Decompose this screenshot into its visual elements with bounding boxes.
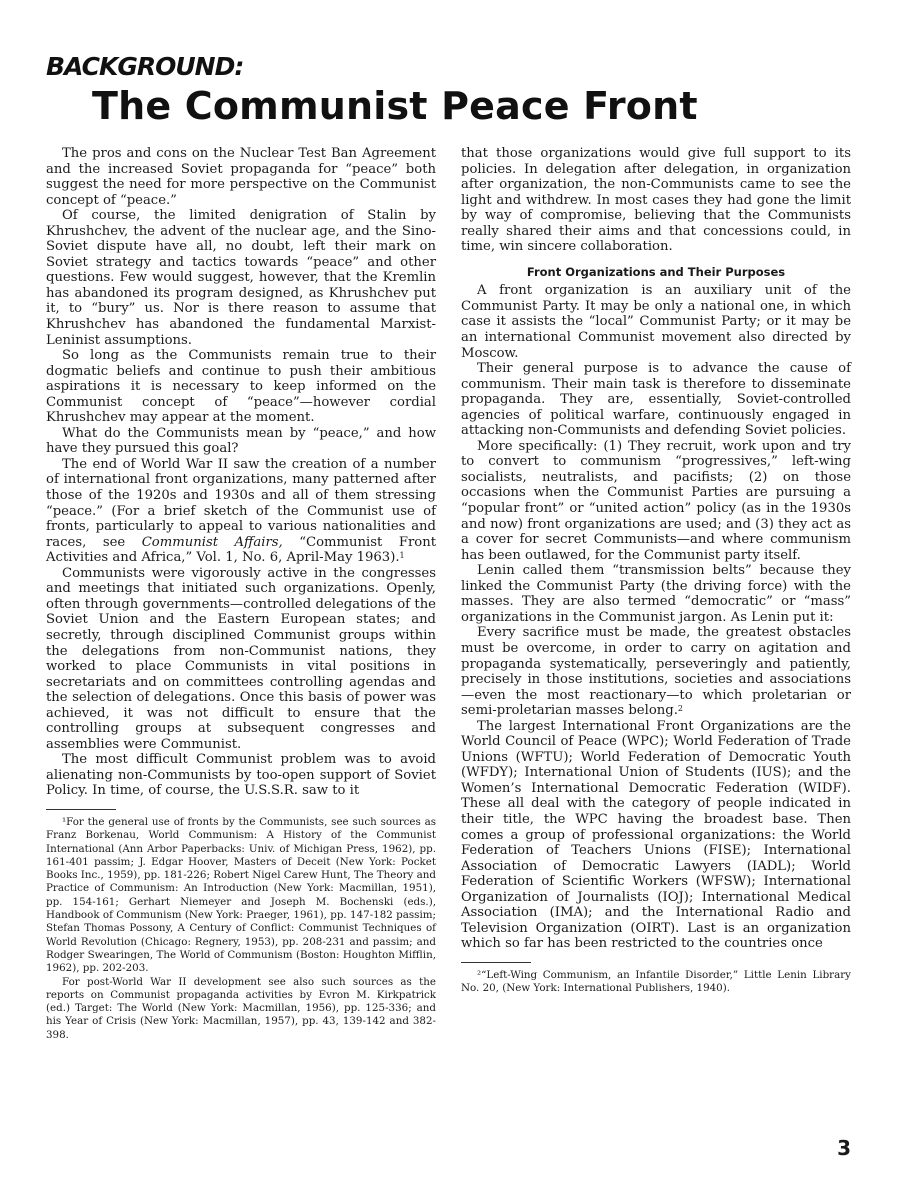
footnote-marker: 2 bbox=[677, 704, 683, 714]
paragraph-with-citation bbox=[46, 457, 436, 566]
paragraph: that those organizations would give full support to its policies. In delegation after delegation, in organization after organization, the non-Communists came to see the light and withdrew. In most cases they had gone the limit by way of compromise, believing that the Communists really shared their aims and that concessions could, in time, win sincere collaboration. bbox=[461, 146, 851, 255]
paragraph: What do the Communists mean by “peace,” and how have they pursued this goal? bbox=[46, 425, 436, 457]
footnote-2: ²“Left-Wing Communism, an Infantile Disorder,” Little Lenin Library No. 20, (New York: International Publishers, 1940). bbox=[461, 968, 851, 995]
paragraph: Their general purpose is to advance the cause of communism. Their main task is therefore to disseminate propaganda. They are, essentially, Soviet-controlled agencies of political warfare, continuously engaged in attacking non-Communists and defending Soviet policies. bbox=[461, 361, 851, 439]
footnote-divider bbox=[461, 962, 531, 963]
paragraph: So long as the Communists remain true to their dogmatic beliefs and continue to push their ambitious aspirations it is necessary to keep informed on the Communist concept of “peace”—however cordial Khrushchev may appear at the moment. bbox=[46, 348, 436, 426]
text: “Communist Front Activities and Africa,” Vol. 1, No. 6, April-May 1963). bbox=[46, 534, 437, 566]
page-number: 3 bbox=[837, 1136, 851, 1160]
paragraph: Lenin called them “transmission belts” because they linked the Communist Party (the driving force) with the masses. They are also termed “democratic” or “mass” organizations in the Communist jargon. As Lenin put it: bbox=[461, 563, 851, 625]
section-kicker: BACKGROUND: bbox=[46, 52, 244, 81]
paragraph: A front organization is an auxiliary unit of the Communist Party. It may be only a national one, in which case it assists the “local” Communist Party; or it may be an international Communist movement also directed by Moscow. bbox=[461, 283, 851, 361]
left-column bbox=[46, 146, 436, 1042]
paragraph: The pros and cons on the Nuclear Test Ban Agreement and the increased Soviet propaganda for “peace” both suggest the need for more perspective on the Communist concept of “peace.” bbox=[46, 146, 436, 208]
block-quote bbox=[461, 625, 851, 718]
paragraph: The largest International Front Organizations are the World Council of Peace (WPC); World Federation of Trade Unions (WFTU); World Federation of Democratic Youth (WFDY); International Union of Students (IUS); and the Women’s International Democratic Federation (WIDF). These all deal with the category of people indicated in their title, the WPC having the broadest base. Then comes a group of professional organizations: the World Federation of Teachers Unions (FISE); International Association of Democratic Lawyers (IADL); World Federation of Scientific Workers (WFSW); International Organization of Journalists (IOJ); International Medical Association (IMA); and the International Radio and Television Organization (OIRT). Last is an organization which so far has been restricted to the countries once bbox=[461, 718, 851, 952]
footnote-marker: 1 bbox=[399, 551, 405, 561]
footnote-1: ¹For the general use of fronts by the Communists, see such sources as Franz Borkenau, World Communism: A History of the Communist International (Ann Arbor Paperbacks: Univ. of Michigan Press, 1962), pp. 161-401 passim; J. Edgar Hoover, Masters of Deceit (New York: Pocket Books Inc., 1959), pp. 181-226; Robert Nigel Carew Hunt, The Theory and Practice of Communism: An Introduction (New York: Macmillan, 1951), pp. 154-161; Gerhart Niemeyer and Joseph M. Bochenski (eds.), Handbook of Communism (New York: Praeger, 1961), pp. 147-182 passim; Stefan Thomas Possony, A Century of Conflict: Communist Techniques of World Revolution (Chicago: Regnery, 1953), pp. 208-231 and passim; and Rodger Swearingen, The World of Communism (Boston: Houghton Mifflin, 1962), pp. 202-203. bbox=[46, 815, 436, 975]
article-title: The Communist Peace Front bbox=[92, 84, 698, 128]
footnote-1-continued: For post-World War II development see also such sources as the reports on Communist propaganda activities by Evron M. Kirkpatrick (ed.) Target: The World (New York: Macmillan, 1956), pp. 125-336; and his Year of Crisis (New York: Macmillan, 1957), pp. 43, 139-142 and 382-398. bbox=[46, 975, 436, 1041]
publication-title: Communist Affairs, bbox=[141, 534, 283, 550]
paragraph: The most difficult Communist problem was to avoid alienating non-Communists by too-open support of Soviet Policy. In time, of course, the U.S.S.R. saw to it bbox=[46, 752, 436, 799]
paragraph: Communists were vigorously active in the congresses and meetings that initiated such organizations. Openly, often through governments—controlled delegations of the Soviet Union and the Eastern European states; and secretly, through disciplined Communist groups within the delegations from non-Communist nations, they worked to place Communists in vital positions in secretariats and on committees controlling agendas and the selection of delegations. Once this basis of power was achieved, it was not difficult to ensure that the controlling groups at subsequent congresses and assemblies were Communist. bbox=[46, 565, 436, 752]
text: The end of World War II saw the creation of a number of international front organizations, many patterned after those of the 1920s and 1930s and all of them stressing “peace.” (For a brief sketch of the Communist use of fronts, particularly to appeal to various nationalities and races, see bbox=[46, 456, 436, 550]
footnote-divider bbox=[46, 809, 116, 810]
paragraph: Of course, the limited denigration of Stalin by Khrushchev, the advent of the nuclear age, and the Sino-Soviet dispute have all, no doubt, left their mark on Soviet strategy and tactics towards “peace” and other questions. Few would suggest, however, that the Kremlin has abandoned its program designed, as Khrushchev put it, to “bury” us. Nor is there reason to assume that Khrushchev has abandoned the fundamental Marxist-Leninist assumptions. bbox=[46, 208, 436, 348]
paragraph: More specifically: (1) They recruit, work upon and try to convert to communism “progressives,” left-wing socialists, neutralists, and pacifists; (2) on those occasions when the Communist Parties are pursuing a “popular front” or “united action” policy (as in the 1930s and now) front organizations are used; and (3) they act as a cover for secret Communists—and where communism has been outlawed, for the Communist party itself. bbox=[461, 438, 851, 563]
quote-text: Every sacrifice must be made, the greatest obstacles must be overcome, in order to carry on agitation and propaganda systematically, perseveringly and patiently, precisely in those institutions, societies and associations—even the most reactionary—to which proletarian or semi-proletarian masses belong. bbox=[461, 625, 851, 719]
section-subheading: Front Organizations and Their Purposes bbox=[526, 264, 786, 279]
right-column bbox=[461, 146, 851, 995]
